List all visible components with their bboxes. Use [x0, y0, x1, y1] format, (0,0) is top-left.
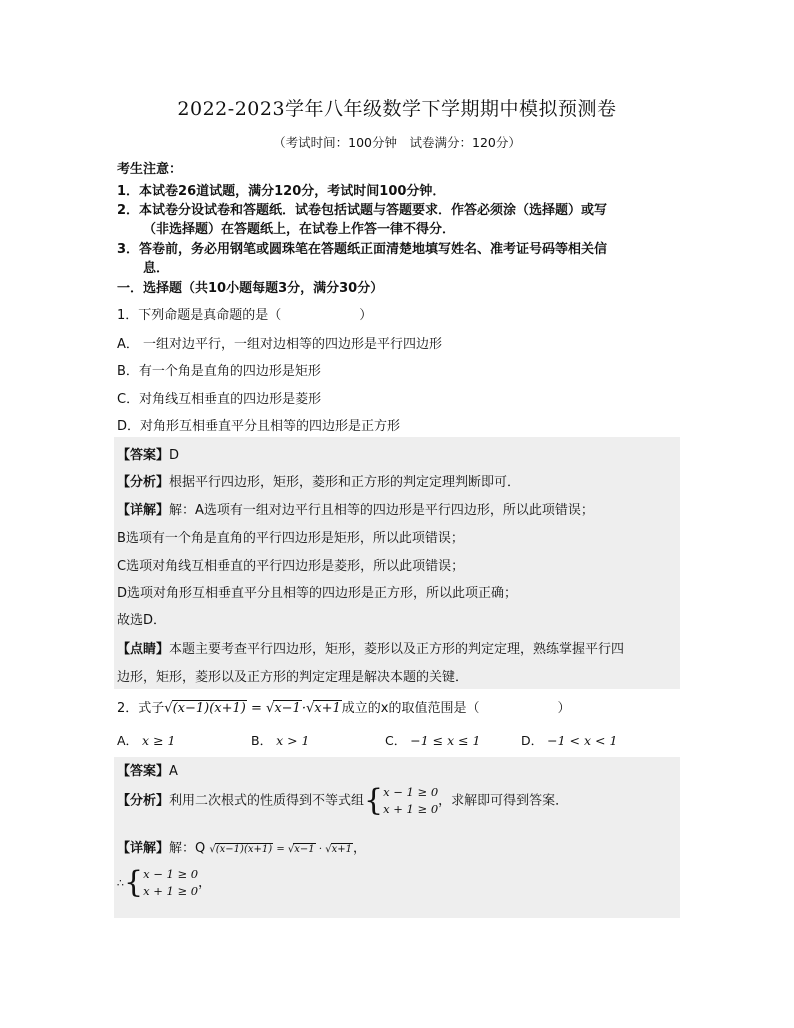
sqrt-symbol: √	[287, 844, 295, 855]
q1-comment-label: 【点睛】	[117, 642, 170, 657]
left-brace-icon: {	[124, 865, 144, 900]
exam-info-subtitle: （考试时间：100分钟 试卷满分：120分）	[273, 135, 521, 150]
q1-stem: 1．下列命题是真命题的是（ ）	[117, 308, 373, 323]
sqrt-symbol: √	[325, 844, 332, 855]
q2-radicand-3: x+1	[314, 701, 341, 716]
sqrt-symbol: √	[266, 701, 275, 716]
q2-analysis	[117, 784, 568, 818]
q2-analysis-text-b: ，求解即可得到答案．	[438, 793, 569, 809]
q1-detail-1	[117, 499, 594, 518]
q2-option-b-value: x > 1	[276, 733, 310, 748]
q2-dot: ·	[301, 701, 306, 716]
q2-option-d-label: D．	[521, 733, 544, 748]
q2-detail-text-b: ，	[352, 841, 366, 856]
notice-item-3-line-2: 息．	[143, 261, 170, 276]
q1-option-a: A． 一组对边平行，一组对边相等的四边形是平行四边形	[117, 337, 443, 352]
q1-option-d: D．对角形互相垂直平分且相等的四边形是正方形	[117, 419, 401, 434]
q1-option-c: C．对角线互相垂直的四边形是菱形	[117, 392, 322, 407]
q1-analysis-label: 【分析】	[117, 475, 170, 490]
q2-answer-value: A	[169, 764, 178, 779]
q2-detail-radicand-2: x−1	[294, 844, 315, 855]
section-heading: 一．选择题（共10小题每题3分，满分30分）	[117, 281, 384, 296]
q1-detail-3: C选项对角线互相垂直的平行四边形是菱形，所以此项错误；	[117, 559, 465, 574]
q2-stem-formula	[164, 701, 341, 716]
q2-stem	[117, 697, 570, 716]
q2-inequality-2: x + 1 ≥ 0	[383, 802, 439, 816]
q2-option-c-value: −1 ≤ x ≤ 1	[410, 733, 481, 748]
q2-detail-system-end: ，	[198, 875, 212, 891]
q2-option-a-label: A．	[117, 733, 139, 748]
sqrt-symbol: √	[209, 844, 216, 855]
q2-detail-dot: ·	[315, 844, 326, 855]
q2-detail-label: 【详解】	[117, 841, 170, 856]
q2-equals: =	[246, 701, 267, 716]
q2-detail-equals: =	[273, 844, 288, 855]
q1-comment-text-1: 本题主要考查平行四边形，矩形，菱形以及正方形的判定定理，熟练掌握平行四	[169, 642, 625, 657]
notice-item-3-line-1: 3．答卷前，务必用钢笔或圆珠笔在答题纸正面清楚地填写姓名、准考证号码等相关信	[117, 242, 608, 257]
q2-option-d-value: −1 < x < 1	[547, 733, 618, 748]
q2-option-d	[521, 731, 617, 749]
sqrt-symbol: √	[305, 701, 315, 716]
q1-detail-5: 故选D．	[117, 613, 167, 628]
q2-stem-prefix: 2．式子	[117, 701, 165, 716]
notice-item-2-line-2: （非选择题）在答题纸上，在试卷上作答一律不得分．	[143, 222, 456, 237]
q2-detail-inequality-1: x − 1 ≥ 0	[143, 867, 199, 881]
q2-inequality-system	[383, 784, 438, 818]
q1-comment-2: 边形，矩形，菱形以及正方形的判定定理是解决本题的关键．	[117, 670, 469, 685]
q2-detail-formula	[209, 844, 353, 855]
q2-detail-radicand-1: (x−1)(x+1)	[215, 844, 273, 855]
q1-detail-text-1: 解：A选项有一组对边平行且相等的四边形是平行四边形，所以此项错误；	[169, 503, 594, 518]
therefore-icon: ∴	[117, 876, 124, 890]
q1-answer	[117, 444, 179, 463]
q2-detail-text-a: 解：Q	[169, 841, 210, 856]
notice-heading: 考生注意：	[117, 162, 183, 177]
q1-detail-4: D选项对角形互相垂直平分且相等的四边形是正方形，所以此项正确；	[117, 586, 518, 601]
q2-answer	[117, 760, 178, 779]
q1-analysis	[117, 471, 520, 490]
q1-answer-value: D	[169, 448, 180, 463]
q2-detail-inequality-2: x + 1 ≥ 0	[143, 884, 199, 898]
q2-detail-2	[117, 866, 211, 900]
notice-item-1: 1．本试卷26道试题，满分120分，考试时间100分钟．	[117, 184, 446, 199]
sqrt-symbol: √	[164, 701, 173, 716]
q1-analysis-text: 根据平行四边形，矩形，菱形和正方形的判定定理判断即可．	[169, 475, 521, 490]
q1-answer-label: 【答案】	[117, 448, 170, 463]
q2-option-c	[385, 731, 481, 749]
q1-comment-1	[117, 638, 624, 657]
q2-analysis-text-a: 利用二次根式的性质得到不等式组	[169, 793, 365, 809]
q2-inequality-1: x − 1 ≥ 0	[383, 785, 439, 799]
q2-option-a	[117, 731, 175, 749]
notice-item-2-line-1: 2．本试卷分设试卷和答题纸．试卷包括试题与答题要求．作答必须涂（选择题）或写	[117, 203, 608, 218]
left-brace-icon: {	[364, 783, 384, 818]
q2-radicand-2: x−1	[274, 701, 301, 716]
q2-radicand-1: (x−1)(x+1)	[172, 701, 246, 716]
q2-detail-radicand-3: x+1	[331, 844, 352, 855]
q2-answer-label: 【答案】	[117, 764, 170, 779]
q2-analysis-label: 【分析】	[117, 793, 170, 809]
q2-detail-1	[117, 837, 366, 856]
q2-option-c-label: C．	[385, 733, 407, 748]
q2-stem-suffix: 成立的x的取值范围是（ ）	[341, 701, 571, 716]
page-title: 2022-2023学年八年级数学下学期期中模拟预测卷	[177, 98, 617, 120]
q1-option-b: B．有一个角是直角的四边形是矩形	[117, 364, 321, 379]
q2-option-b-label: B．	[251, 733, 273, 748]
q2-detail-inequality-system	[143, 866, 198, 900]
q2-option-b	[251, 731, 310, 749]
q1-detail-2: B选项有一个角是直角的平行四边形是矩形，所以此项错误；	[117, 531, 464, 546]
q2-option-a-value: x ≥ 1	[142, 733, 176, 748]
q1-detail-label: 【详解】	[117, 503, 170, 518]
